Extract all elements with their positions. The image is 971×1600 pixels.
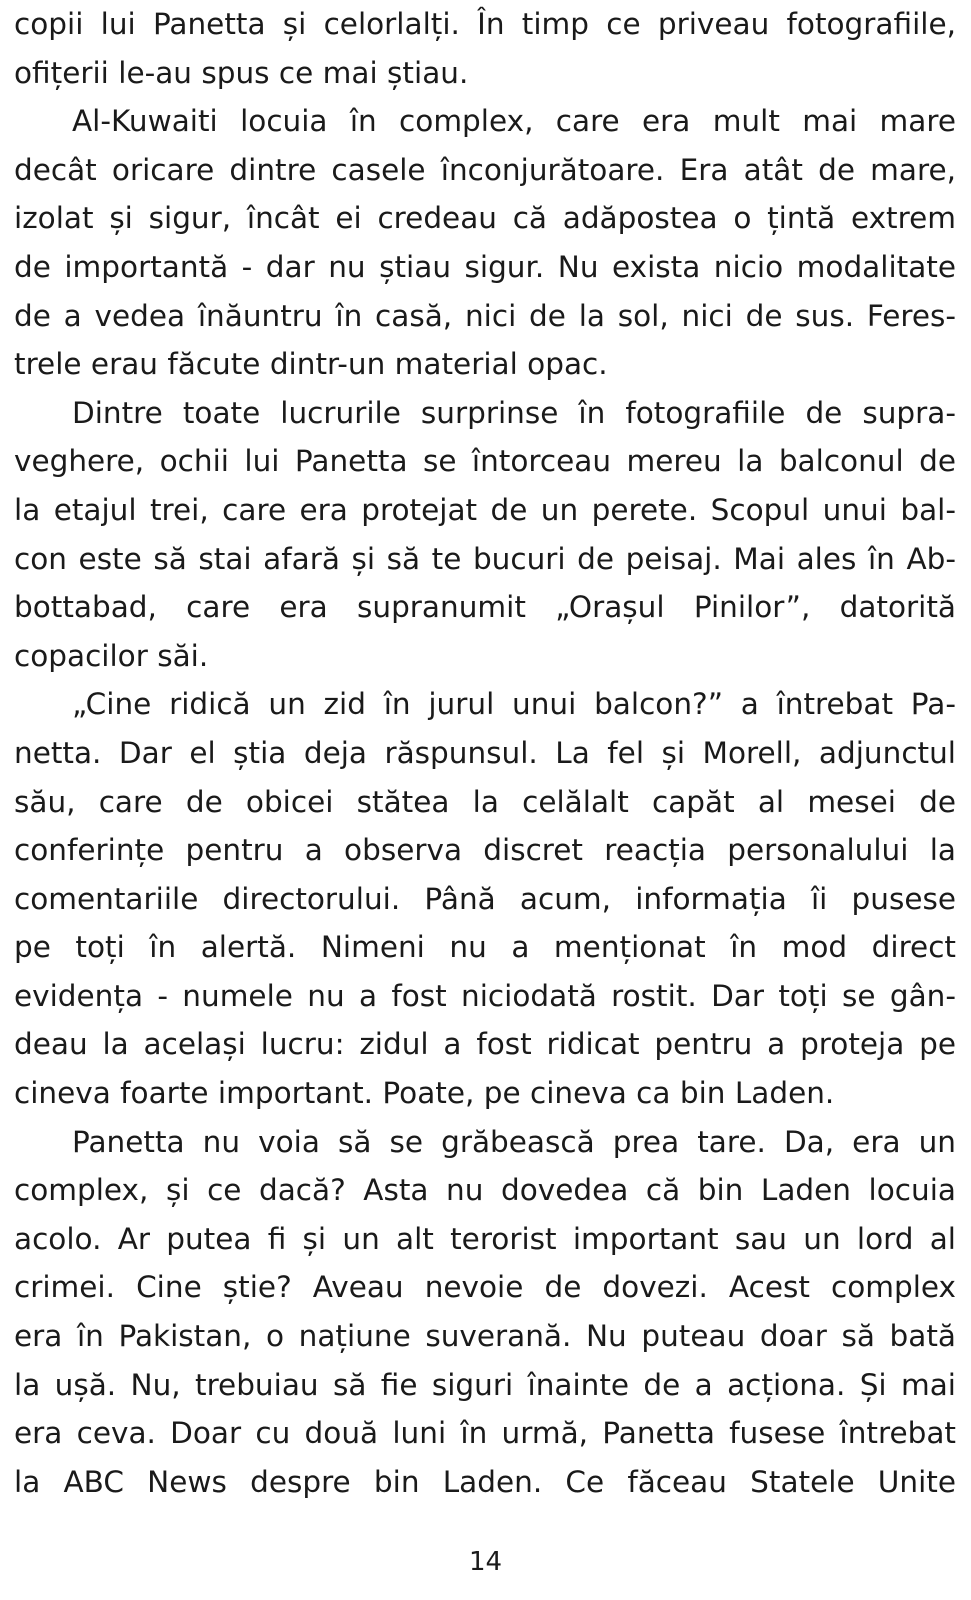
text-line: ofițerii le-au spus ce mai știau. (14, 55, 469, 90)
text-line: crimei. Cine știe? Aveau nevoie de dovezi. Acest complex (14, 1270, 956, 1305)
text-line: netta. Dar el știa deja răspunsul. La fel și Morell, adjunctul (14, 735, 956, 770)
text-line: decât oricare dintre casele înconjurătoare. Era atât de mare, (14, 152, 956, 187)
text-line: Panetta nu voia să se grăbească prea tare. Da, era un (72, 1124, 956, 1159)
text-line: la etajul trei, care era protejat de un perete. Scopul unui bal- (14, 492, 956, 527)
text-line: Dintre toate lucrurile surprinse în fotografiile de supra- (72, 395, 956, 430)
text-line: con este să stai afară și să te bucuri de peisaj. Mai ales în Ab- (14, 541, 956, 576)
text-line: veghere, ochii lui Panetta se întorceau mereu la balconul de (14, 444, 956, 479)
text-line: acolo. Ar putea fi și un alt terorist important sau un lord al (14, 1221, 956, 1256)
text-line: bottabad, care era supranumit „Orașul Pinilor”, datorită (14, 590, 956, 625)
text-line: comentariile directorului. Până acum, informația îi pusese (14, 881, 956, 916)
text-line: copacilor săi. (14, 638, 209, 673)
text-line: de a vedea înăuntru în casă, nici de la sol, nici de sus. Feres- (14, 298, 956, 333)
text-line: izolat și sigur, încât ei credeau că adăpostea o țintă extrem (14, 201, 956, 236)
page-number: 14 (468, 1547, 503, 1577)
text-line: deau la același lucru: zidul a fost ridicat pentru a proteja pe (14, 1027, 956, 1062)
text-line: de importantă - dar nu știau sigur. Nu exista nicio modalitate (14, 249, 956, 284)
text-line: era ceva. Doar cu două luni în urmă, Panetta fusese întrebat (14, 1416, 956, 1451)
text-line: său, care de obicei stătea la celălalt capăt al mesei de (14, 784, 956, 819)
text-line: cineva foarte important. Poate, pe cineva ca bin Laden. (14, 1076, 835, 1111)
text-line: la ușă. Nu, trebuiau să fie siguri înainte de a acționa. Și mai (14, 1367, 956, 1402)
text-line: era în Pakistan, o națiune suverană. Nu puteau doar să bată (14, 1319, 956, 1354)
text-line: complex, și ce dacă? Asta nu dovedea că bin Laden locuia (14, 1173, 956, 1208)
text-line: conferințe pentru a observa discret reacția personalului la (14, 833, 956, 868)
text-line: evidența - numele nu a fost niciodată rostit. Dar toți se gân- (14, 978, 956, 1013)
text-line: la ABC News despre bin Laden. Ce făceau Statele Unite (14, 1464, 956, 1499)
body-text (14, 0, 956, 1506)
text-line: Al-Kuwaiti locuia în complex, care era mult mai mare (72, 104, 956, 139)
book-page (14, 0, 956, 1506)
text-line: „Cine ridică un zid în jurul unui balcon?” a întrebat Pa- (72, 687, 956, 722)
text-line: trele erau făcute dintr-un material opac. (14, 347, 608, 382)
text-line: pe toți în alertă. Nimeni nu a menționat în mod direct (14, 930, 956, 965)
text-line: copii lui Panetta și celorlalți. În timp ce priveau fotografiile, (14, 7, 956, 41)
